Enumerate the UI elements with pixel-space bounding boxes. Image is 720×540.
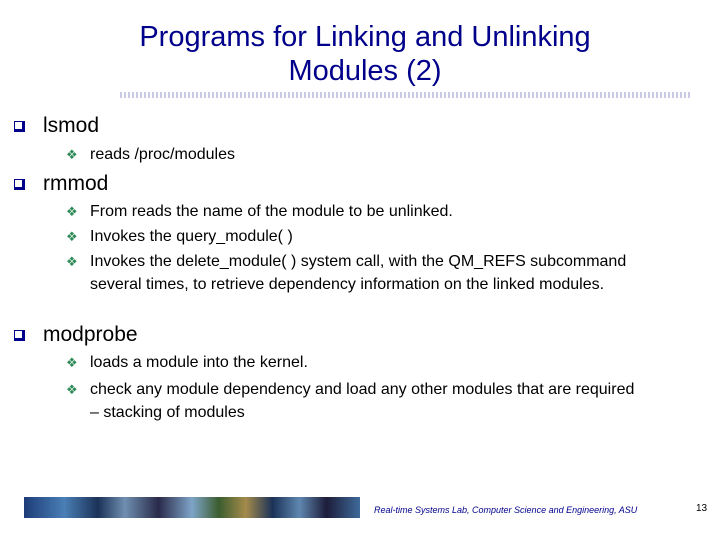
sub-bullet-text: Invokes the query_module( ) bbox=[90, 228, 293, 245]
diamond-icon: ❖ bbox=[66, 147, 78, 162]
bullet-rmmod bbox=[14, 172, 108, 196]
sub-bullet-text: Invokes the delete_module( ) system call, with the QM_REFS subcommand several times, to retrieve dependency information on the linked modules. bbox=[90, 253, 627, 293]
sub-bullet bbox=[66, 351, 676, 374]
diamond-icon: ❖ bbox=[66, 355, 78, 370]
diamond-icon: ❖ bbox=[66, 254, 78, 269]
sub-bullet-text: check any module dependency and load any other modules that are required – stacking of modules bbox=[90, 381, 635, 421]
title-line-1: Programs for Linking and Unlinking bbox=[139, 21, 591, 53]
footer-text: Real-time Systems Lab, Computer Science and Engineering, ASU bbox=[374, 505, 638, 515]
bullet-heading: lsmod bbox=[43, 114, 100, 137]
bullet-modprobe bbox=[14, 323, 138, 347]
sub-bullet-text: reads /proc/modules bbox=[90, 146, 235, 163]
sub-bullet bbox=[66, 200, 676, 223]
diamond-icon: ❖ bbox=[66, 204, 78, 219]
diamond-icon: ❖ bbox=[66, 229, 78, 244]
square-box-icon bbox=[14, 179, 25, 190]
sub-bullet-text: loads a module into the kernel. bbox=[90, 354, 308, 371]
diamond-icon: ❖ bbox=[66, 382, 78, 397]
square-box-icon bbox=[14, 330, 25, 341]
bullet-heading: rmmod bbox=[43, 172, 109, 195]
bullet-lsmod bbox=[14, 114, 99, 138]
bullet-heading: modprobe bbox=[43, 323, 138, 346]
sub-bullet bbox=[66, 378, 646, 424]
sub-bullet bbox=[66, 250, 656, 296]
footer-banner-image bbox=[24, 497, 360, 518]
page-number: 13 bbox=[696, 503, 708, 514]
square-box-icon bbox=[14, 121, 25, 132]
sub-bullet-text: From reads the name of the module to be unlinked. bbox=[90, 203, 453, 220]
sub-bullet bbox=[66, 225, 676, 248]
title-line-2: Modules (2) bbox=[288, 55, 442, 87]
sub-bullet bbox=[66, 143, 676, 166]
